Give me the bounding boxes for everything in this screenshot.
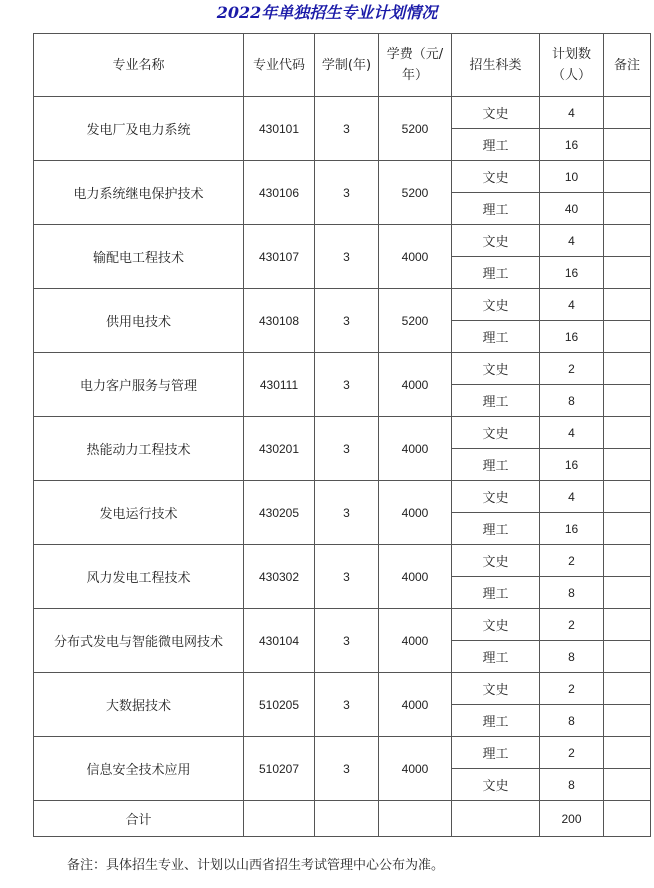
total-years-empty: [315, 801, 379, 837]
category-cell: 理工: [452, 129, 540, 161]
plan-count-cell: 16: [540, 257, 604, 289]
plan-count-cell: 16: [540, 129, 604, 161]
years-cell: 3: [315, 417, 379, 481]
plan-count-cell: 2: [540, 353, 604, 385]
remark-cell: [604, 161, 651, 193]
table-row: [34, 289, 651, 321]
remark-cell: [604, 257, 651, 289]
fee-cell: 4000: [379, 609, 452, 673]
fee-cell: 4000: [379, 225, 452, 289]
plan-count-cell: 10: [540, 161, 604, 193]
category-cell: 文史: [452, 609, 540, 641]
major-code-cell: 430108: [244, 289, 315, 353]
page-title: 2022年单独招生专业计划情况: [216, 3, 438, 22]
major-code-cell: 430302: [244, 545, 315, 609]
category-cell: 文史: [452, 417, 540, 449]
table-row: [34, 609, 651, 641]
plan-count-cell: 16: [540, 321, 604, 353]
table-row: [34, 481, 651, 513]
fee-cell: 4000: [379, 353, 452, 417]
years-cell: 3: [315, 225, 379, 289]
plan-count-cell: 4: [540, 97, 604, 129]
years-cell: 3: [315, 161, 379, 225]
enrollment-plan-table: [33, 33, 651, 837]
category-cell: 文史: [452, 769, 540, 801]
total-row: [34, 801, 651, 837]
major-code-cell: 430107: [244, 225, 315, 289]
table-row: [34, 225, 651, 257]
remark-cell: [604, 481, 651, 513]
plan-count-cell: 8: [540, 577, 604, 609]
category-cell: 文史: [452, 353, 540, 385]
category-cell: 理工: [452, 321, 540, 353]
years-cell: 3: [315, 609, 379, 673]
major-name-cell: 发电厂及电力系统: [34, 97, 244, 161]
major-code-cell: 510207: [244, 737, 315, 801]
remark-cell: [604, 609, 651, 641]
years-cell: 3: [315, 737, 379, 801]
years-cell: 3: [315, 97, 379, 161]
plan-count-cell: 4: [540, 417, 604, 449]
major-code-cell: 430205: [244, 481, 315, 545]
header-major-name: 专业名称: [34, 34, 244, 97]
years-cell: 3: [315, 353, 379, 417]
remark-cell: [604, 737, 651, 769]
major-name-cell: 信息安全技术应用: [34, 737, 244, 801]
total-code-empty: [244, 801, 315, 837]
plan-count-cell: 16: [540, 449, 604, 481]
years-cell: 3: [315, 673, 379, 737]
fee-cell: 5200: [379, 161, 452, 225]
category-cell: 文史: [452, 161, 540, 193]
remark-cell: [604, 289, 651, 321]
footnote: 备注：具体招生专业、计划以山西省招生考试管理中心公布为准。: [67, 858, 445, 873]
major-name-cell: 输配电工程技术: [34, 225, 244, 289]
remark-cell: [604, 225, 651, 257]
plan-count-cell: 2: [540, 545, 604, 577]
remark-cell: [604, 353, 651, 385]
remark-cell: [604, 129, 651, 161]
category-cell: 文史: [452, 673, 540, 705]
plan-count-cell: 40: [540, 193, 604, 225]
major-code-cell: 510205: [244, 673, 315, 737]
table-row: [34, 97, 651, 129]
total-count: 200: [540, 801, 604, 837]
category-cell: 理工: [452, 257, 540, 289]
remark-cell: [604, 769, 651, 801]
category-cell: 理工: [452, 705, 540, 737]
remark-cell: [604, 385, 651, 417]
remark-cell: [604, 577, 651, 609]
major-name-cell: 热能动力工程技术: [34, 417, 244, 481]
plan-count-cell: 4: [540, 289, 604, 321]
fee-cell: 5200: [379, 97, 452, 161]
plan-count-cell: 4: [540, 481, 604, 513]
total-label: 合计: [34, 801, 244, 837]
table-header-row: [34, 34, 651, 97]
category-cell: 理工: [452, 513, 540, 545]
total-remark-empty: [604, 801, 651, 837]
plan-count-cell: 8: [540, 769, 604, 801]
category-cell: 文史: [452, 545, 540, 577]
remark-cell: [604, 193, 651, 225]
table-row: [34, 353, 651, 385]
major-code-cell: 430101: [244, 97, 315, 161]
remark-cell: [604, 641, 651, 673]
fee-cell: 4000: [379, 545, 452, 609]
fee-cell: 5200: [379, 289, 452, 353]
header-major-code: 专业代码: [244, 34, 315, 97]
category-cell: 理工: [452, 737, 540, 769]
plan-count-cell: 8: [540, 705, 604, 737]
plan-count-cell: 2: [540, 737, 604, 769]
header-years: 学制(年): [315, 34, 379, 97]
table-row: [34, 161, 651, 193]
category-cell: 文史: [452, 97, 540, 129]
header-fee: 学费（元/年）: [379, 34, 452, 97]
category-cell: 理工: [452, 641, 540, 673]
remark-cell: [604, 705, 651, 737]
remark-cell: [604, 417, 651, 449]
plan-count-cell: 4: [540, 225, 604, 257]
major-name-cell: 发电运行技术: [34, 481, 244, 545]
major-name-cell: 分布式发电与智能微电网技术: [34, 609, 244, 673]
plan-count-cell: 2: [540, 609, 604, 641]
header-remark: 备注: [604, 34, 651, 97]
remark-cell: [604, 97, 651, 129]
category-cell: 理工: [452, 449, 540, 481]
remark-cell: [604, 449, 651, 481]
remark-cell: [604, 545, 651, 577]
major-code-cell: 430201: [244, 417, 315, 481]
major-name-cell: 供用电技术: [34, 289, 244, 353]
category-cell: 理工: [452, 193, 540, 225]
remark-cell: [604, 321, 651, 353]
table-row: [34, 673, 651, 705]
fee-cell: 4000: [379, 673, 452, 737]
remark-cell: [604, 513, 651, 545]
category-cell: 理工: [452, 577, 540, 609]
table-row: [34, 417, 651, 449]
total-fee-empty: [379, 801, 452, 837]
category-cell: 文史: [452, 481, 540, 513]
major-code-cell: 430111: [244, 353, 315, 417]
table-row: [34, 737, 651, 769]
table-row: [34, 545, 651, 577]
fee-cell: 4000: [379, 481, 452, 545]
major-code-cell: 430106: [244, 161, 315, 225]
major-code-cell: 430104: [244, 609, 315, 673]
major-name-cell: 风力发电工程技术: [34, 545, 244, 609]
years-cell: 3: [315, 481, 379, 545]
major-name-cell: 电力客户服务与管理: [34, 353, 244, 417]
plan-count-cell: 8: [540, 385, 604, 417]
fee-cell: 4000: [379, 737, 452, 801]
plan-count-cell: 8: [540, 641, 604, 673]
category-cell: 理工: [452, 385, 540, 417]
major-name-cell: 电力系统继电保护技术: [34, 161, 244, 225]
years-cell: 3: [315, 545, 379, 609]
category-cell: 文史: [452, 289, 540, 321]
total-category-empty: [452, 801, 540, 837]
header-plan-count: 计划数（人）: [540, 34, 604, 97]
category-cell: 文史: [452, 225, 540, 257]
remark-cell: [604, 673, 651, 705]
fee-cell: 4000: [379, 417, 452, 481]
plan-count-cell: 16: [540, 513, 604, 545]
major-name-cell: 大数据技术: [34, 673, 244, 737]
years-cell: 3: [315, 289, 379, 353]
plan-count-cell: 2: [540, 673, 604, 705]
header-category: 招生科类: [452, 34, 540, 97]
